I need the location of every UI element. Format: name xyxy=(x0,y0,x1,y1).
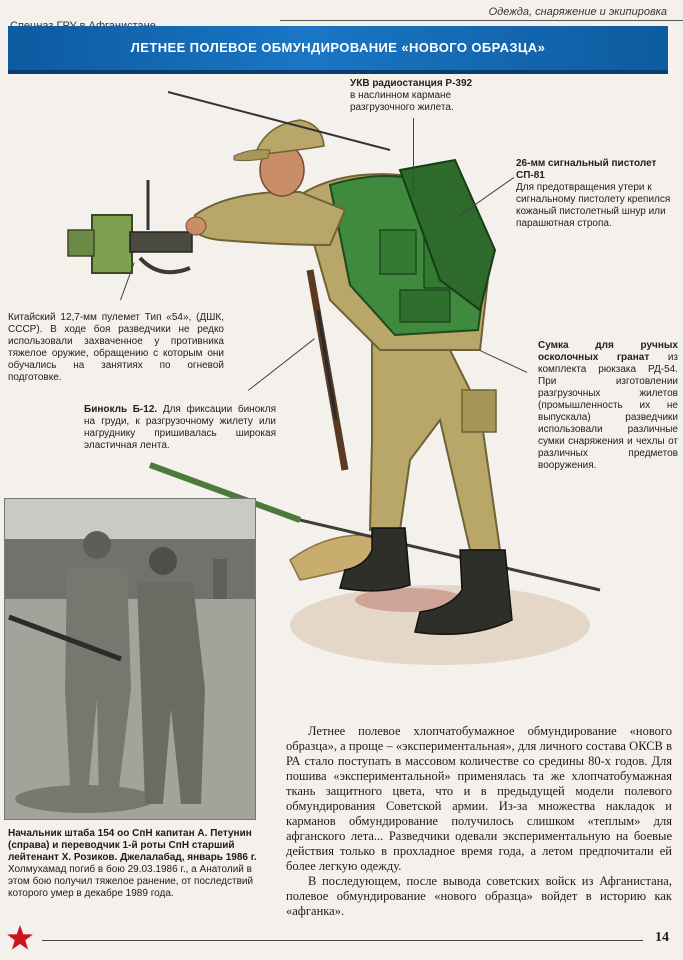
caption-flare-pistol xyxy=(516,158,676,230)
photo-caption xyxy=(8,828,270,900)
caption-bag-text: из комплекта рюкзака РД-54. При изготовлении разгрузочных жилетов (промышленность их не выпускала) разведчики использовали различные сумки снаряжения и чехлы от различных предметов вооружения. xyxy=(538,352,678,471)
running-title-right: Одежда, снаряжение и экипировка xyxy=(488,6,667,18)
photo-caption-note: Холмухамад погиб в бою 29.03.1986 г., а Анатолий в этом бою получил тяжелое ранение, от последствий которого умер в декабре 1989 года. xyxy=(8,864,254,899)
footer-rule xyxy=(42,940,643,941)
body-paragraph-1: Летнее полевое хлопчатобумажное обмундирование «нового образца», а проще – «экспериментальная», для личного состава ОКСВ в РА стало поступать в массовом количестве со средины 80-х годов. Для пошива «экспериментальной» применялась та же хлопчатобумажная ткань защитного цвета, что и в предыдущей модели полевого обмундирования Советской армии. Из-за множества накладок и карманов обмундирование получилось слишком «теплым» для афганского лета... Разведчики одевали экспериментальную на боевые действия только в прохладное время года, а летом предпочитали ей более легкую одежду. xyxy=(286,724,672,873)
leader-radio xyxy=(413,118,414,196)
historical-photo xyxy=(4,498,256,820)
caption-grenade-bag xyxy=(538,340,678,472)
title-banner xyxy=(8,26,668,74)
caption-flare-title: 26-мм сигнальный пистолет СП-81 xyxy=(516,158,657,181)
caption-machine-gun xyxy=(8,312,224,384)
page-number: 14 xyxy=(655,930,669,945)
caption-bag-title: Сумка для ручных осколочных гранат xyxy=(538,340,678,363)
header-rule xyxy=(280,20,683,21)
legs xyxy=(370,330,500,550)
caption-radio-title: УКВ радиостанция Р-392 xyxy=(350,78,473,89)
caption-flare-text: Для предотвращения утери к сигнальному пистолету крепился кожаный пистолетный шнур или парашютная стропа. xyxy=(516,182,671,229)
caption-binoc-text: Для фиксации бинокля на груди, к разгрузочному жилету или нагруднику пришивалась широкая эластичная лента. xyxy=(84,404,276,451)
caption-binoc-title: Бинокль Б-12. xyxy=(84,404,158,415)
caption-radio xyxy=(350,78,500,114)
article-body xyxy=(286,724,672,919)
caption-binoculars xyxy=(84,404,276,452)
caption-mg-text: (ДШК, СССР). В ходе боя разведчики не редко использовали захваченное у противника тяжелое оружие, обращению с которым они обучались на занятиях по огневой подготовке. xyxy=(8,312,225,383)
red-star-icon xyxy=(6,924,34,952)
body-paragraph-2: В последующем, после вывода советских войск из Афганистана, полевое обмундирование «нового образца» войдет в историю как «афганка». xyxy=(286,874,672,918)
caption-radio-text: в наслинном кармане разгрузочного жилета. xyxy=(350,90,454,113)
banner-title: ЛЕТНЕЕ ПОЛЕВОЕ ОБМУНДИРОВАНИЕ «НОВОГО ОБРАЗЦА» xyxy=(130,40,546,55)
photo-caption-main: Начальник штаба 154 оо СпН капитан А. Петунин (справа) и переводчик 1-й роты СпН старший лейтенант Х. Розиков. Джелалабад, январь 1986 г. xyxy=(8,828,257,863)
photo-image xyxy=(5,499,256,820)
caption-mg-title: Китайский 12,7-мм пулемет Тип «54», xyxy=(8,312,192,323)
machine-gun-icon xyxy=(68,180,192,273)
